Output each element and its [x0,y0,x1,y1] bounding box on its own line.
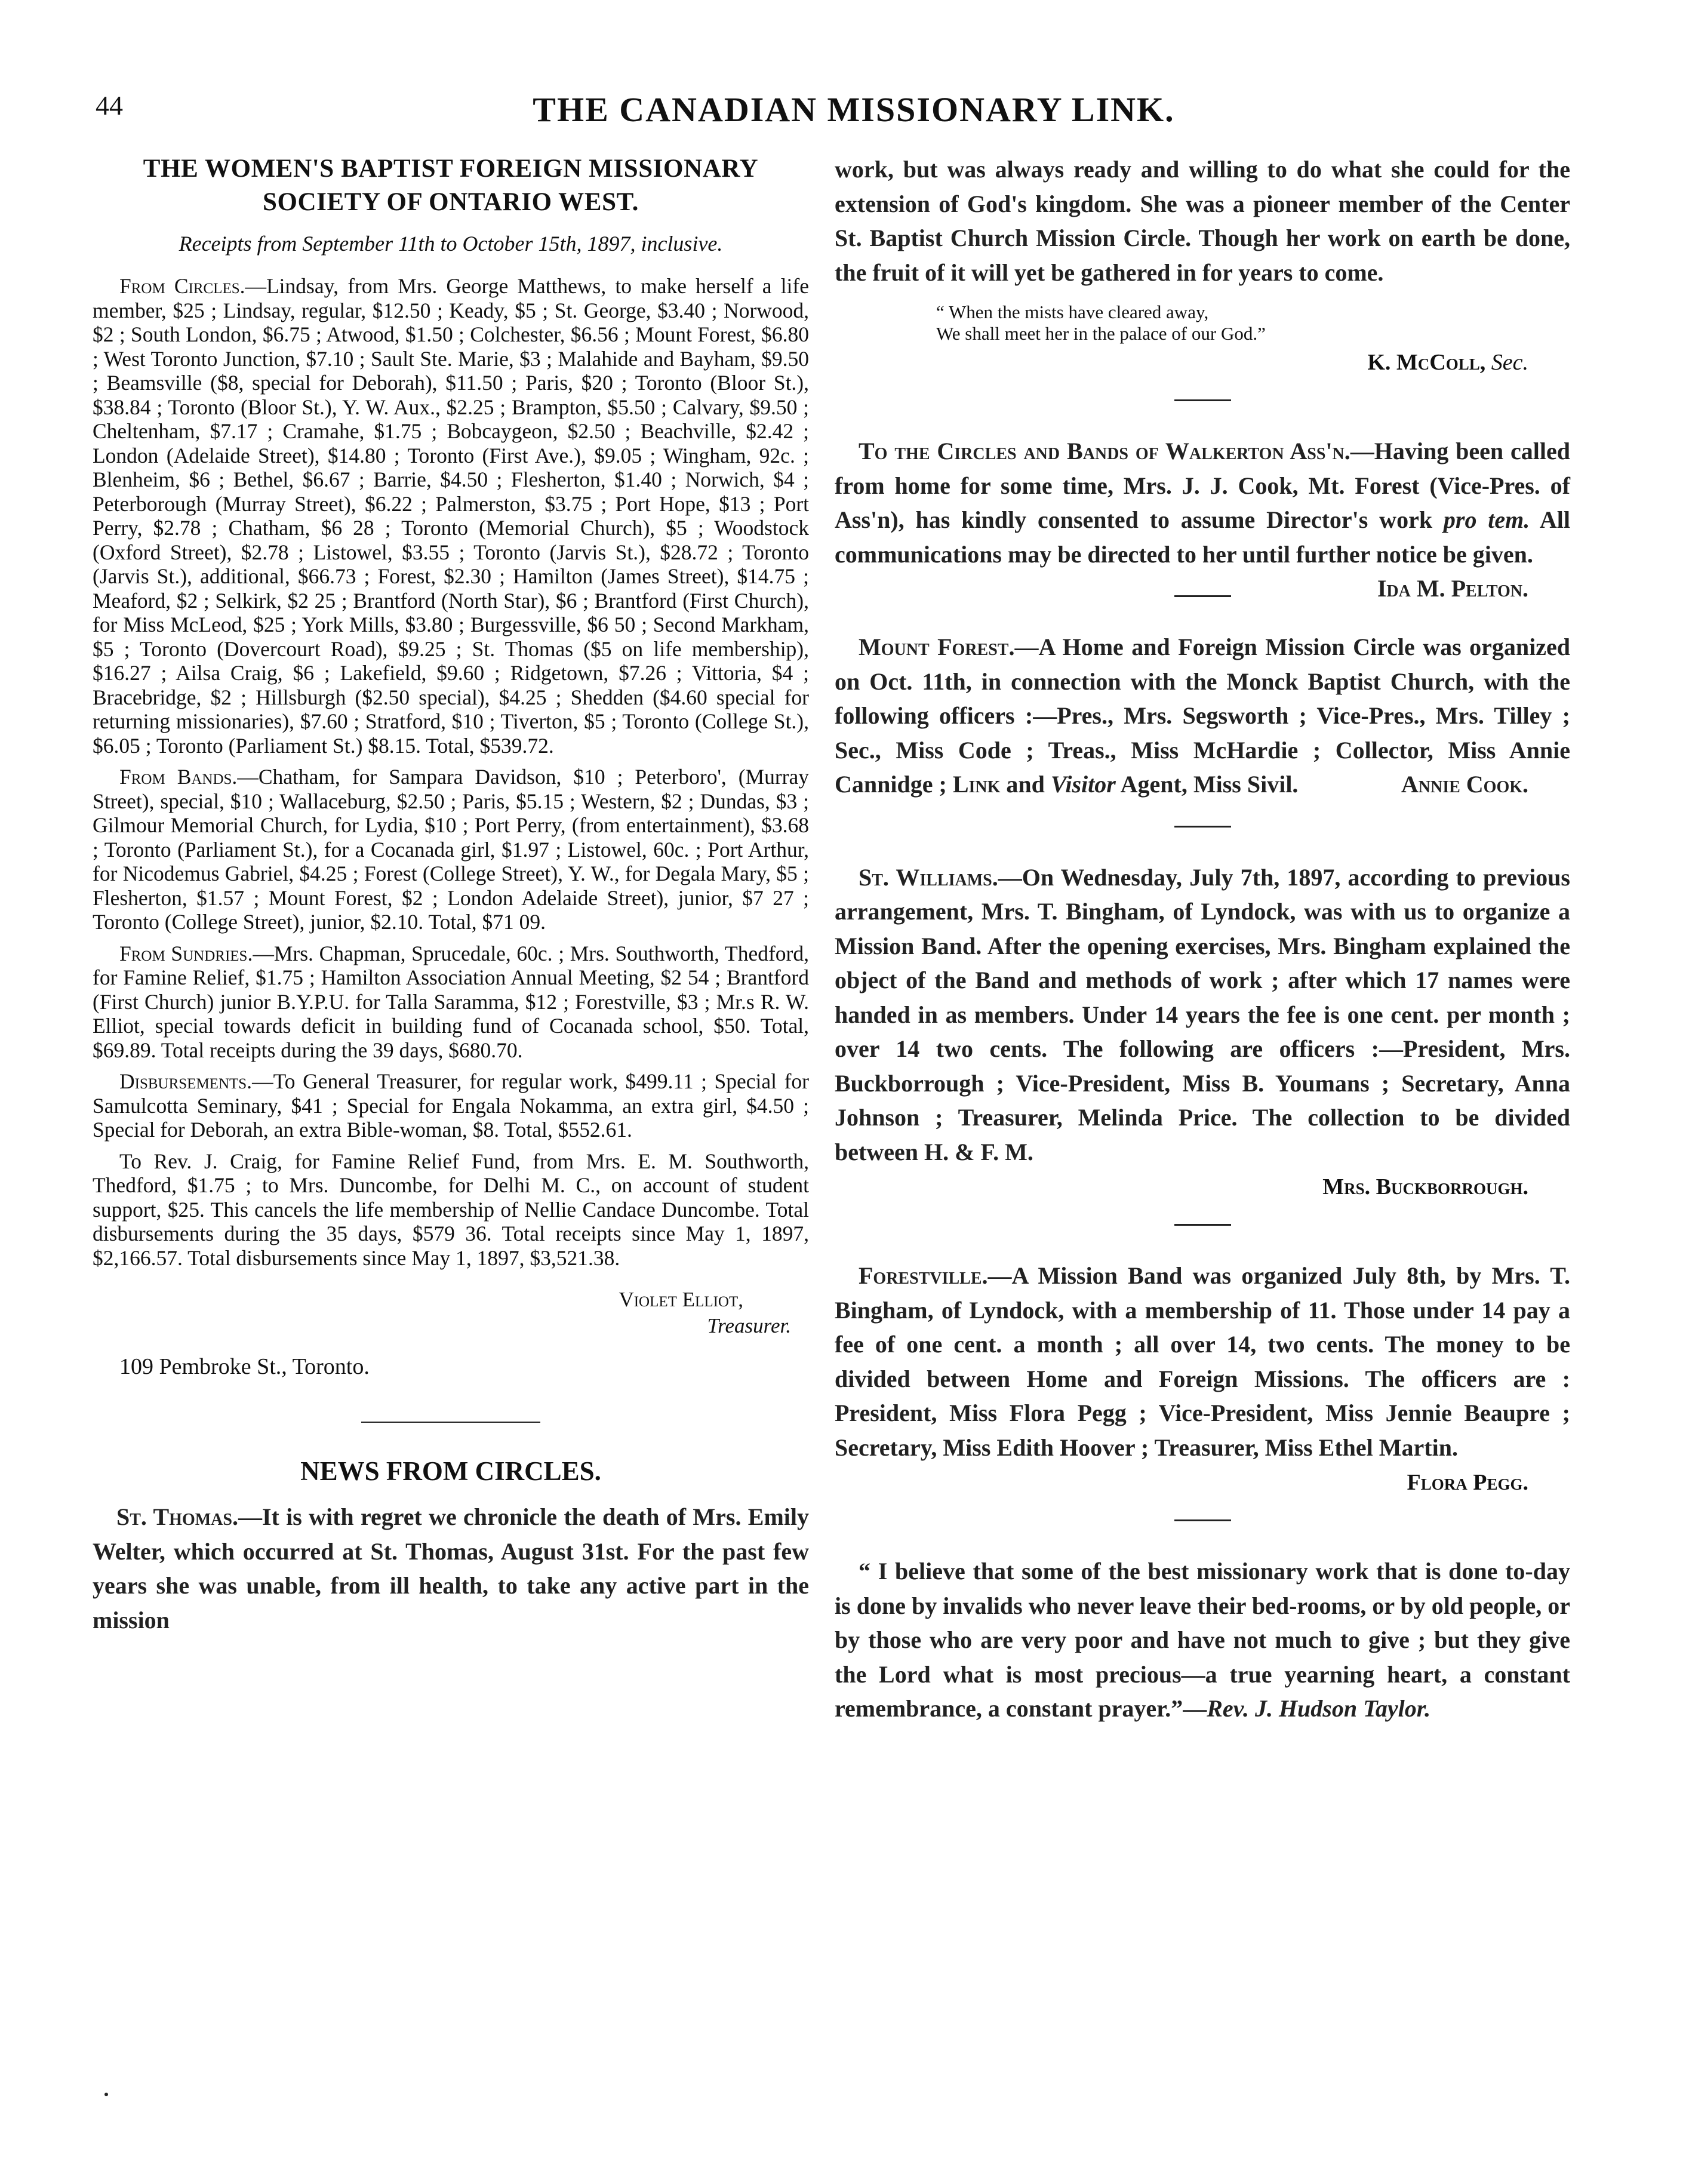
forestville-signature: Flora Pegg. [1407,1470,1528,1495]
news-title: NEWS FROM CIRCLES. [300,1456,601,1486]
craig-paragraph: To Rev. J. Craig, for Famine Relief Fund, from Mrs. E. M. Southworth, Thedford, $1.75 ; to Mrs. Duncombe, for Delhi M. C., on account of student support, $25. This cancels the life membership of Nellie Candace Duncombe. Total disbursements during the 35 days, $579 36. Total receipts since May 1, 1897, $2,166.57. Total disbursements since May 1, 1897, $3,521.38. [93,1149,809,1270]
section-divider [361,1422,540,1423]
mount-forest-paragraph [835,630,1570,802]
disbursements-text: —To General Treasurer, for regular work, $499.11 ; Special for Samulcotta Seminary, $41 ; Special for Engala Nokamma, an extra girl, $4.50 ; Special for Deborah, an extra Bible-woman, $8. Total, $552.61. [93,1069,809,1142]
treasurer-title: Treasurer. [707,1314,791,1337]
divider [1174,1519,1231,1521]
st-thomas-sig-title: Sec. [1491,350,1528,375]
walkerton-text-2: All communications may be directed to her until further notice be given. [835,506,1571,568]
st-williams-paragraph [835,860,1570,1170]
journal-title: THE CANADIAN MISSIONARY LINK. [533,90,1175,129]
walkerton-paragraph [835,434,1571,602]
mount-forest-link: Link [952,771,1001,798]
treasurer-address: 109 Pembroke St., Toronto. [119,1354,370,1379]
walkerton-signature: Ida M. Pelton. [1377,575,1528,602]
st-thomas-sig-name: K. McColl, [1367,350,1486,375]
treasurer-name: Violet Elliot, [619,1288,743,1311]
taylor-quote [835,1554,1570,1726]
walkerton-italic: pro tem. [1443,506,1530,533]
divider [1174,1224,1231,1226]
society-title-line-2: SOCIETY OF ONTARIO WEST. [262,188,639,216]
quote-author: Rev. J. Hudson Taylor. [1207,1695,1431,1722]
page-number: 44 [96,90,123,121]
circles-paragraph [93,274,809,758]
poem-line-2: We shall meet her in the palace of our God.” [936,323,1266,344]
left-column [93,152,809,1637]
st-thomas-continued: work, but was always ready and willing to do what she could for the extension of God's kingdom. She was a pioneer member of the Center St. Baptist Church Mission Circle. Though her work on earth be done, the fruit of it will yet be gathered in for years to come. [835,156,1570,286]
mount-forest-and: and [1000,771,1051,798]
forestville-text: —A Mission Band was organized July 8th, by Mrs. T. Bingham, of Lyndock, with a membership of 11. Those under 14 pay a fee of one cent. a month ; all over 14, two cents. The money to be divided between Home and Foreign Missions. The officers are : President, Miss Flora Pegg ; Vice-President, Miss Jennie Beaupre ; Secretary, Miss Edith Hoover ; Treasurer, Miss Ethel Martin. [835,1262,1570,1461]
society-title-line-1: THE WOMEN'S BAPTIST FOREIGN MISSIONARY [143,155,759,183]
divider [1174,399,1231,401]
mount-forest-visitor: Visitor [1050,771,1116,798]
treasurer-signature [93,1287,809,1339]
st-thomas-lead: St. Thomas. [116,1503,238,1530]
disbursements-lead: Disbursements. [119,1069,253,1093]
mount-forest-text-2: Agent, Miss Sivil. [1115,771,1299,798]
sundries-lead: From Sundries. [119,941,253,965]
running-header [90,90,1618,137]
receipts-period: Receipts from September 11th to October 15th, 1897, inclusive. [179,232,723,256]
walkerton-text-1: —Having been called from home for some time, Mrs. J. J. Cook, Mt. Forest (Vice-Pres. of Ass'n), has kindly consented to assume Director's work [835,438,1570,533]
quote-text: “ I believe that some of the best missionary work that is done to-day is done by invalids who never leave their bed-rooms, or by old people, or by those who are very poor and have not much to give ; but they give the Lord what is most precious—a true yearning heart, a constant remembrance, a constant prayer.”— [835,1558,1570,1722]
mount-forest-signature: Annie Cook. [1401,771,1528,798]
poem-quote [936,302,1570,344]
bands-paragraph [93,765,809,934]
st-williams-text: —On Wednesday, July 7th, 1897, according to previous arrangement, Mrs. T. Bingham, of Lyndock, was with us to organize a Mission Band. After the opening exercises, Mrs. Bingham explained the object of the Band and methods of work ; after which 17 names were handed in as members. Under 14 years the fee is one cent. per month ; over 14 two cents. The following are officers :—President, Mrs. Buckborrough ; Vice-President, Miss B. Youmans ; Secretary, Anna Johnson ; Treasurer, Melinda Price. The collection to be divided between H. & F. M. [835,863,1570,1165]
bands-text: —Chatham, for Sampara Davidson, $10 ; Peterboro', (Murray Street), special, $10 ; Wallaceburg, $2.50 ; Paris, $5.15 ; Western, $2 ; Dundas, $3 ; Gilmour Memorial Church, for Lydia, $10 ; Port Perry, (from entertainment), $3.68 ; Toronto (Parliament St.), for a Cocanada girl, $1.97 ; Listowel, 60c. ; Port Arthur, for Nicodemus Gabriel, $4.25 ; Forest (College Street), Y. W., for Degala Mary, $5 ; Flesherton, $1.57 ; Mount Forest, $2 ; London Adelaide Street), junior, $7 27 ; Toronto (College Street), junior, $2.10. Total, $71 09. [93,765,809,934]
divider [1174,826,1231,828]
forestville-paragraph [835,1259,1570,1465]
mount-forest-text-1: —A Home and Foreign Mission Circle was organized on Oct. 11th, in connection with the Monck Baptist Church, with the following officers :—Pres., Mrs. Segsworth ; Vice-Pres., Mrs. Tilley ; Sec., Miss Code ; Treas., Miss McHardie ; Collector, Miss Annie Cannidge ; [835,633,1570,798]
st-thomas-signature [835,349,1570,376]
st-thomas-text: —It is with regret we chronicle the death of Mrs. Emily Welter, which occurred at St. Thomas, August 31st. For the past few years she was unable, from ill health, to take any active part in the mission [93,1503,809,1634]
walkerton-lead: To the Circles and Bands of Walkerton Ass'n. [859,438,1350,465]
disbursements-paragraph [93,1069,809,1142]
mount-forest-lead: Mount Forest. [859,633,1015,660]
poem-line-1: “ When the mists have cleared away, [936,302,1209,322]
divider [1174,595,1231,597]
st-williams-lead: St. Williams. [859,863,998,891]
st-williams-signature: Mrs. Buckborrough. [1322,1174,1528,1199]
right-column [835,152,1570,1726]
sundries-text: —Mrs. Chapman, Sprucedale, 60c. ; Mrs. Southworth, Thedford, for Famine Relief, $1.75 ; Hamilton Association Annual Meeting, $2 54 ; Brantford (First Church) junior B.Y.P.U. for Talla Saramma, $12 ; Forestville, $3 ; Mr.s R. W. Elliot, special towards deficit in building fund of Cocanada school, $50. Total, $69.89. Total receipts during the 39 days, $680.70. [93,941,809,1062]
circles-lead: From Circles. [119,274,245,298]
bands-lead: From Bands. [119,765,238,789]
circles-text: —Lindsay, from Mrs. George Matthews, to make herself a life member, $25 ; Lindsay, regular, $12.50 ; Keady, $5 ; St. George, $3.40 ; Norwood, $2 ; South London, $6.75 ; Atwood, $1.50 ; Colchester, $6.56 ; Mount Forest, $6.80 ; West Toronto Junction, $7.10 ; Sault Ste. Marie, $3 ; Malahide and Bayham, $9.50 ; Beamsville ($8, special for Deborah), $11.50 ; Paris, $20 ; Toronto (Bloor St.), $38.84 ; Toronto (Bloor St.), Y. W. Aux., $2.25 ; Brampton, $5.50 ; Calvary, $9.50 ; Cheltenham, $7.17 ; Cramahe, $1.75 ; Bobcaygeon, $2.50 ; Beachville, $2.42 ; London (Adelaide Street), $14.80 ; Toronto (First Ave.), $9.05 ; Wingham, 92c. ; Blenheim, $6 ; Bethel, $6.67 ; Barrie, $4.50 ; Flesherton, $1.40 ; Norwich, $4 ; Peterborough (Murray Street), $6.22 ; Palmerston, $3.75 ; Port Hope, $13 ; Port Perry, $2.78 ; Chatham, $6 28 ; Toronto (Memorial Church), $5 ; Woodstock (Oxford Street), $2.78 ; Listowel, $3.55 ; Toronto (Jarvis St.), $28.72 ; Toronto (Jarvis St.), additional, $66.73 ; Forest, $2.30 ; Hamilton (James Street), $14.75 ; Meaford, $2 ; Selkirk, $2 25 ; Brantford (North Star), $6 ; Brantford (First Church), for Miss McLeod, $25 ; York Mills, $3.80 ; Burgessville, $6 50 ; Second Markham, $5 ; Toronto (Dovercourt Road), $9.25 ; St. Thomas ($5 on life membership), $16.27 ; Ailsa Craig, $6 ; Lakefield, $9.60 ; Ridgetown, $7.26 ; Vittoria, $4 ; Bracebridge, $2 ; Hillsburgh ($2.50 special), $4.25 ; Shedden ($4.60 special for returning missionaries), $7.60 ; Stratford, $10 ; Tiverton, $5 ; Toronto (College St.), $6.05 ; Toronto (Parliament St.) $8.15. Total, $539.72. [93,274,809,758]
print-speck [104,2093,108,2096]
st-thomas-paragraph [93,1500,809,1637]
sundries-paragraph [93,942,809,1063]
forestville-lead: Forestville. [859,1262,988,1289]
